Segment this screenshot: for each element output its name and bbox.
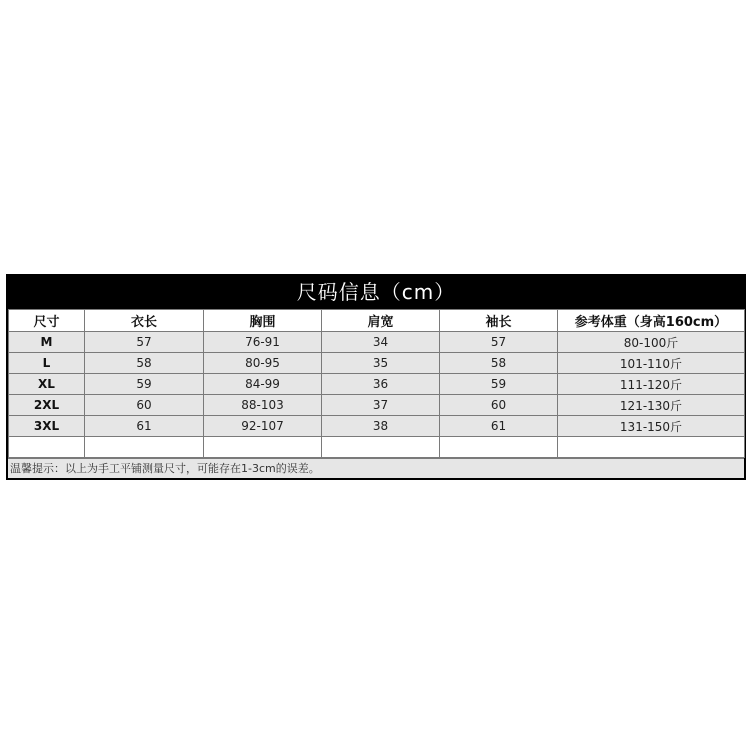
size-cell: 2XL [9, 395, 85, 416]
table-cell: 76-91 [204, 332, 322, 353]
empty-cell [9, 437, 85, 458]
table-row [9, 416, 745, 437]
table-row [9, 374, 745, 395]
table-cell: 60 [85, 395, 204, 416]
size-cell: L [9, 353, 85, 374]
table-cell: 60 [440, 395, 558, 416]
table-cell: 36 [322, 374, 440, 395]
table-cell: 59 [440, 374, 558, 395]
table-cell: 58 [85, 353, 204, 374]
table-cell: 34 [322, 332, 440, 353]
table-cell: 101-110斤 [558, 353, 745, 374]
column-header: 参考体重（身高160cm） [558, 310, 745, 332]
size-cell: M [9, 332, 85, 353]
empty-cell [440, 437, 558, 458]
size-cell: 3XL [9, 416, 85, 437]
table-cell: 131-150斤 [558, 416, 745, 437]
table-cell: 37 [322, 395, 440, 416]
empty-cell [85, 437, 204, 458]
empty-cell [322, 437, 440, 458]
table-row [9, 353, 745, 374]
size-table [8, 309, 745, 458]
table-cell: 57 [85, 332, 204, 353]
empty-cell [558, 437, 745, 458]
table-cell: 35 [322, 353, 440, 374]
empty-row [9, 437, 745, 458]
table-cell: 111-120斤 [558, 374, 745, 395]
table-cell: 80-95 [204, 353, 322, 374]
header-row [9, 310, 745, 332]
table-row [9, 395, 745, 416]
table-cell: 38 [322, 416, 440, 437]
table-row [9, 332, 745, 353]
column-header: 尺寸 [9, 310, 85, 332]
chart-title: 尺码信息（cm） [296, 280, 456, 304]
column-header: 袖长 [440, 310, 558, 332]
size-chart [6, 274, 746, 480]
column-header: 衣长 [85, 310, 204, 332]
table-cell: 61 [85, 416, 204, 437]
table-cell: 59 [85, 374, 204, 395]
table-cell: 88-103 [204, 395, 322, 416]
table-cell: 57 [440, 332, 558, 353]
size-cell: XL [9, 374, 85, 395]
table-cell: 61 [440, 416, 558, 437]
empty-cell [204, 437, 322, 458]
table-cell: 92-107 [204, 416, 322, 437]
column-header: 肩宽 [322, 310, 440, 332]
column-header: 胸围 [204, 310, 322, 332]
table-cell: 58 [440, 353, 558, 374]
table-cell: 84-99 [204, 374, 322, 395]
table-cell: 80-100斤 [558, 332, 745, 353]
table-cell: 121-130斤 [558, 395, 745, 416]
measurement-note: 温馨提示：以上为手工平铺测量尺寸，可能存在1-3cm的误差。 [8, 458, 744, 478]
